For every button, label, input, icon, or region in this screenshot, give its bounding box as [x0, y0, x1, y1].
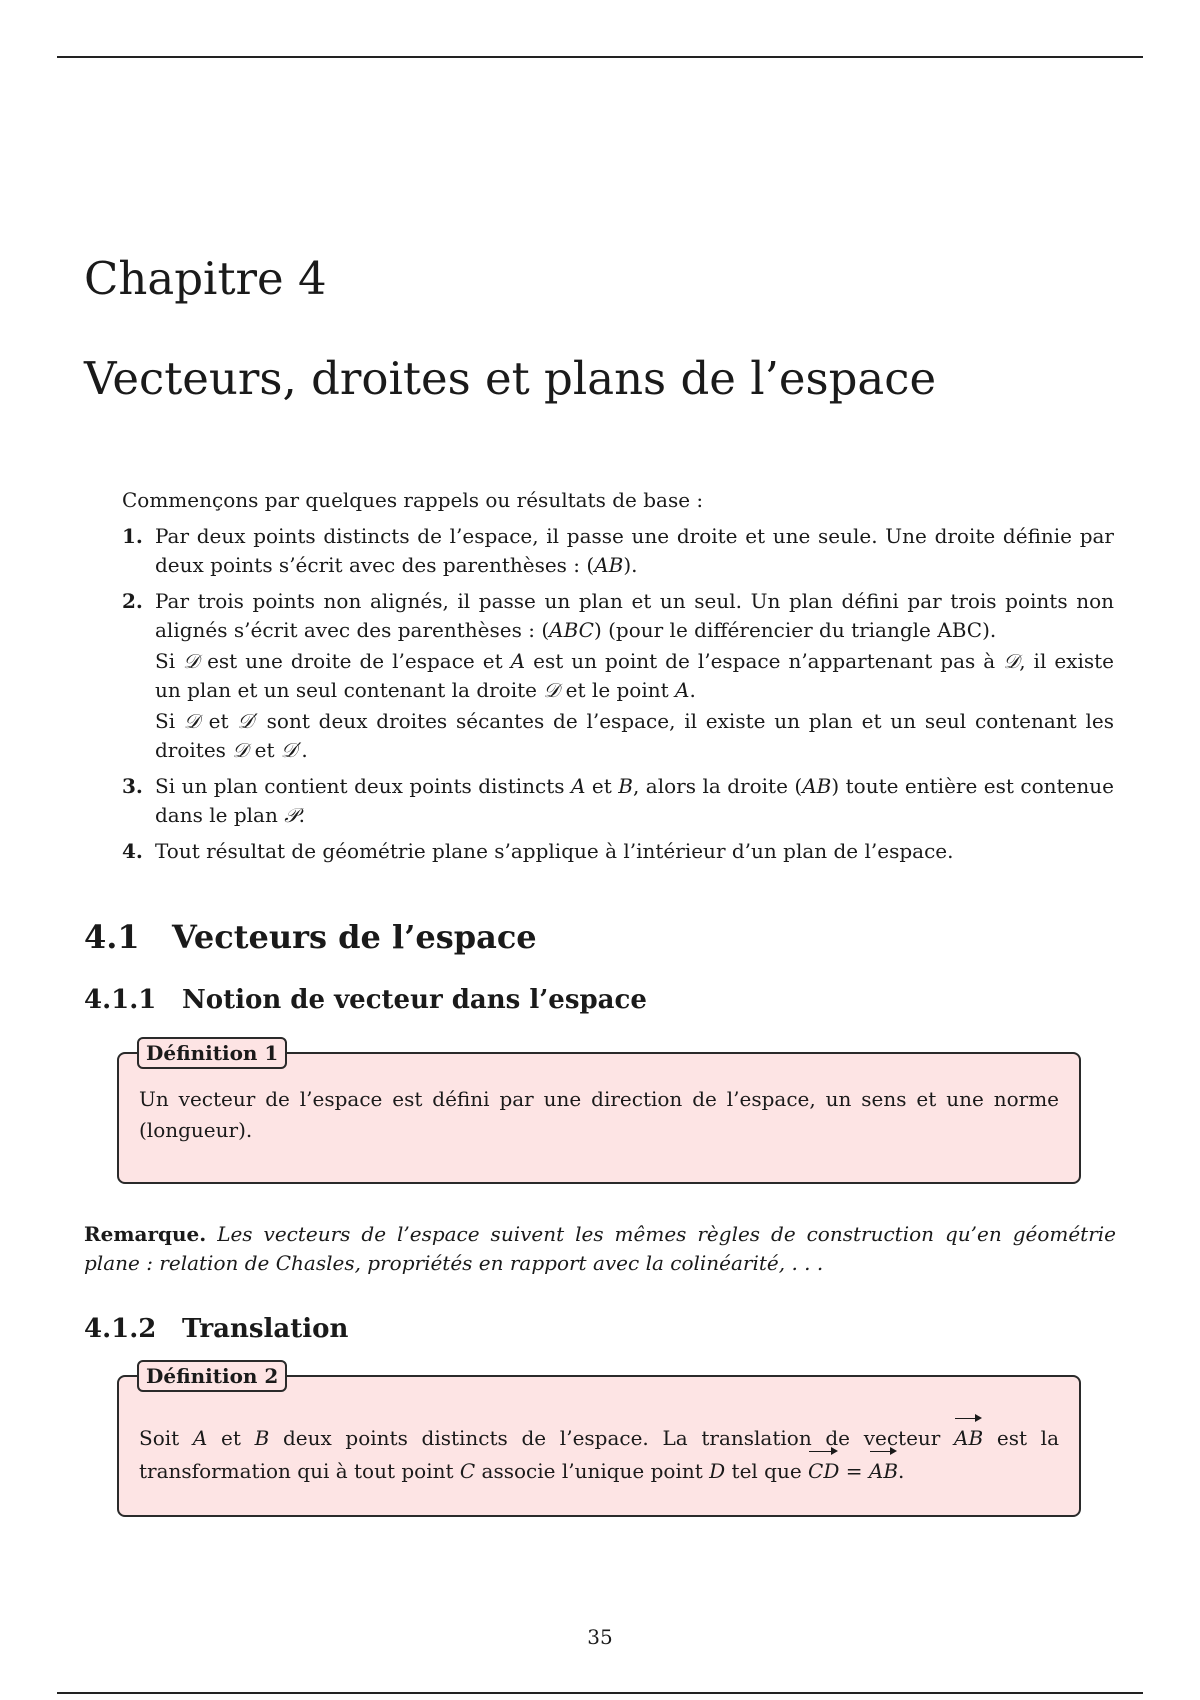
list-item-text: Par trois points non alignés, il passe un plan et un seul. Un plan défini par trois points non alignés s’écrit avec des parenthèses : (ABC) (pour le différencier du triangle ABC). [155, 589, 1114, 642]
list-item [122, 772, 1114, 830]
remark [84, 1220, 1116, 1278]
list-item-text: Par deux points distincts de l’espace, il passe une droite et une seule. Une droite définie par deux points s’écrit avec des parenthèses : (AB). [155, 524, 1114, 577]
subsection-number: 4.1.2 [84, 1314, 157, 1344]
intro-text: Commençons par quelques rappels ou résultats de base : [122, 488, 704, 512]
list-item-text: Si un plan contient deux points distincts A et B, alors la droite (AB) toute entière est contenue dans le plan 𝒫. [155, 774, 1114, 827]
list-item-number: 3. [122, 774, 143, 798]
list-item-number: 4. [122, 839, 143, 863]
page-number: 35 [587, 1625, 613, 1649]
section-title: Vecteurs de l’espace [172, 918, 537, 956]
recall-list [122, 522, 1114, 873]
subsection-title: Translation [182, 1314, 349, 1344]
vector-ab: AB [869, 1454, 898, 1487]
list-item-text: Si 𝒟 et 𝒟′ sont deux droites sécantes de l’espace, il existe un plan et un seul contenant les droites 𝒟 et 𝒟′. [155, 709, 1115, 762]
section-heading [84, 918, 537, 956]
chapter-label: Chapitre 4 [84, 252, 327, 305]
section-number: 4.1 [84, 918, 140, 956]
vector-ab: AB [954, 1421, 983, 1454]
definition-text: Soit A et B deux points distincts de l’espace. La translation de vecteur AB est la transformation qui à tout point C associe l’unique point D tel que CD = AB. [139, 1421, 1059, 1487]
list-item [122, 837, 1114, 866]
remark-text: Les vecteurs de l’espace suivent les mêmes règles de construction qu’en géométrie plane : relation de Chasles, propriétés en rapport avec la colinéarité, . . . [84, 1222, 1117, 1275]
list-item-number: 1. [122, 524, 143, 548]
remark-label: Remarque. [84, 1222, 207, 1246]
definition-label: Définition 2 [137, 1360, 287, 1392]
header-rule [57, 56, 1143, 58]
subsection-heading [84, 1314, 348, 1344]
list-item-text: Si 𝒟 est une droite de l’espace et A est un point de l’espace n’appartenant pas à 𝒟, il existe un plan et un seul contenant la droite 𝒟 et le point A. [155, 649, 1114, 702]
subsection-heading [84, 985, 647, 1015]
list-item [122, 587, 1114, 765]
footer-rule [57, 1692, 1143, 1694]
list-item-text: Tout résultat de géométrie plane s’applique à l’intérieur d’un plan de l’espace. [155, 839, 954, 863]
list-item-number: 2. [122, 589, 143, 613]
subsection-number: 4.1.1 [84, 985, 157, 1015]
list-item [122, 522, 1114, 580]
subsection-title: Notion de vecteur dans l’espace [182, 985, 647, 1015]
chapter-title: Vecteurs, droites et plans de l’espace [84, 352, 937, 405]
definition-box [117, 1041, 1081, 1184]
definition-box [117, 1364, 1081, 1517]
vector-cd: CD [808, 1454, 839, 1487]
definition-text: Un vecteur de l’espace est défini par une direction de l’espace, un sens et une norme (longueur). [139, 1087, 1059, 1142]
definition-label: Définition 1 [137, 1037, 287, 1069]
